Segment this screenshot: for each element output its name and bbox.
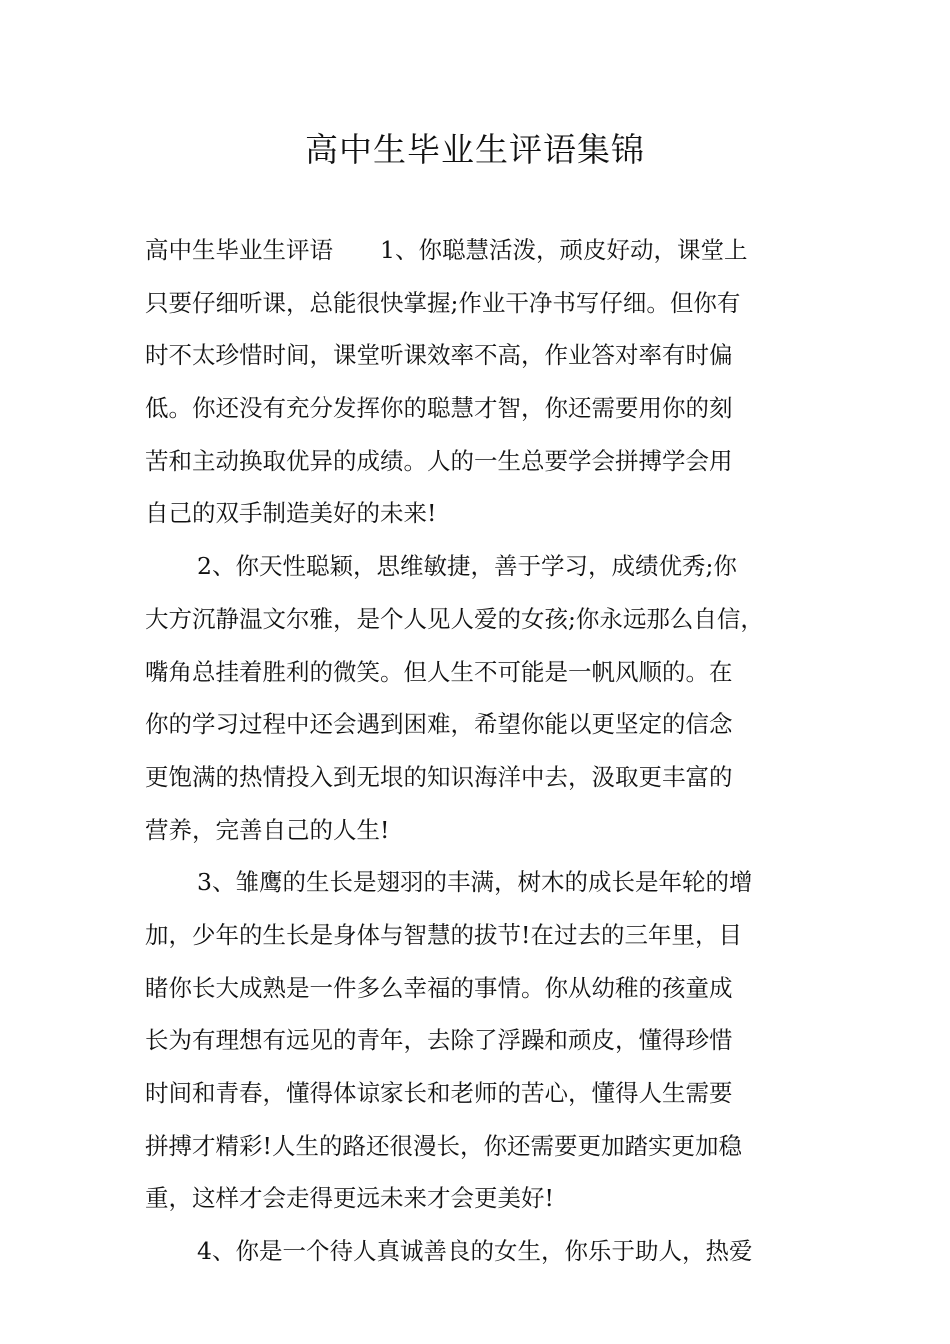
text-line: 加，少年的生长是身体与智慧的拔节!在过去的三年里，目 xyxy=(145,920,742,949)
text-line: 苦和主动换取优异的成绩。人的一生总要学会拼搏学会用 xyxy=(145,446,733,475)
paragraph-start-line: 4、你是一个待人真诚善良的女生，你乐于助人，热爱 xyxy=(197,1237,753,1266)
text-line: 自己的双手制造美好的未来! xyxy=(145,499,437,528)
paragraph-start-line: 2、你天性聪颖，思维敏捷，善于学习，成绩优秀;你 xyxy=(197,552,737,581)
text-line: 拼搏才精彩!人生的路还很漫长，你还需要更加踏实更加稳 xyxy=(145,1131,742,1160)
text-line: 低。你还没有充分发挥你的聪慧才智，你还需要用你的刻 xyxy=(145,394,733,423)
text-line: 重，这样才会走得更远未来才会更美好! xyxy=(145,1184,554,1213)
text-line: 嘴角总挂着胜利的微笑。但人生不可能是一帆风顺的。在 xyxy=(145,657,733,686)
text-line: 长为有理想有远见的青年，去除了浮躁和顽皮，懂得珍惜 xyxy=(145,1026,733,1055)
paragraph-start-line: 3、雏鹰的生长是翅羽的丰满，树木的成长是年轮的增 xyxy=(197,868,753,897)
text-line: 你的学习过程中还会遇到困难，希望你能以更坚定的信念 xyxy=(145,710,733,739)
text-line: 营养，完善自己的人生! xyxy=(145,815,390,844)
text-line: 大方沉静温文尔雅，是个人见人爱的女孩;你永远那么自信， xyxy=(145,604,764,633)
text-line: 时间和青春，懂得体谅家长和老师的苦心，懂得人生需要 xyxy=(145,1079,733,1107)
text-line: 只要仔细听课，总能很快掌握;作业干净书写仔细。但你有 xyxy=(145,288,741,317)
text-line: 睹你长大成熟是一件多么幸福的事情。你从幼稚的孩童成 xyxy=(145,973,733,1002)
document-title: 高中生毕业生评语集锦 xyxy=(305,130,645,169)
text-line: 时不太珍惜时间，课堂听课效率不高，作业答对率有时偏 xyxy=(145,341,733,370)
document-body xyxy=(145,224,810,1278)
text-line: 更饱满的热情投入到无垠的知识海洋中去，汲取更丰富的 xyxy=(145,762,733,791)
text-line: 高中生毕业生评语 1、你聪慧活泼，顽皮好动，课堂上 xyxy=(145,236,748,264)
